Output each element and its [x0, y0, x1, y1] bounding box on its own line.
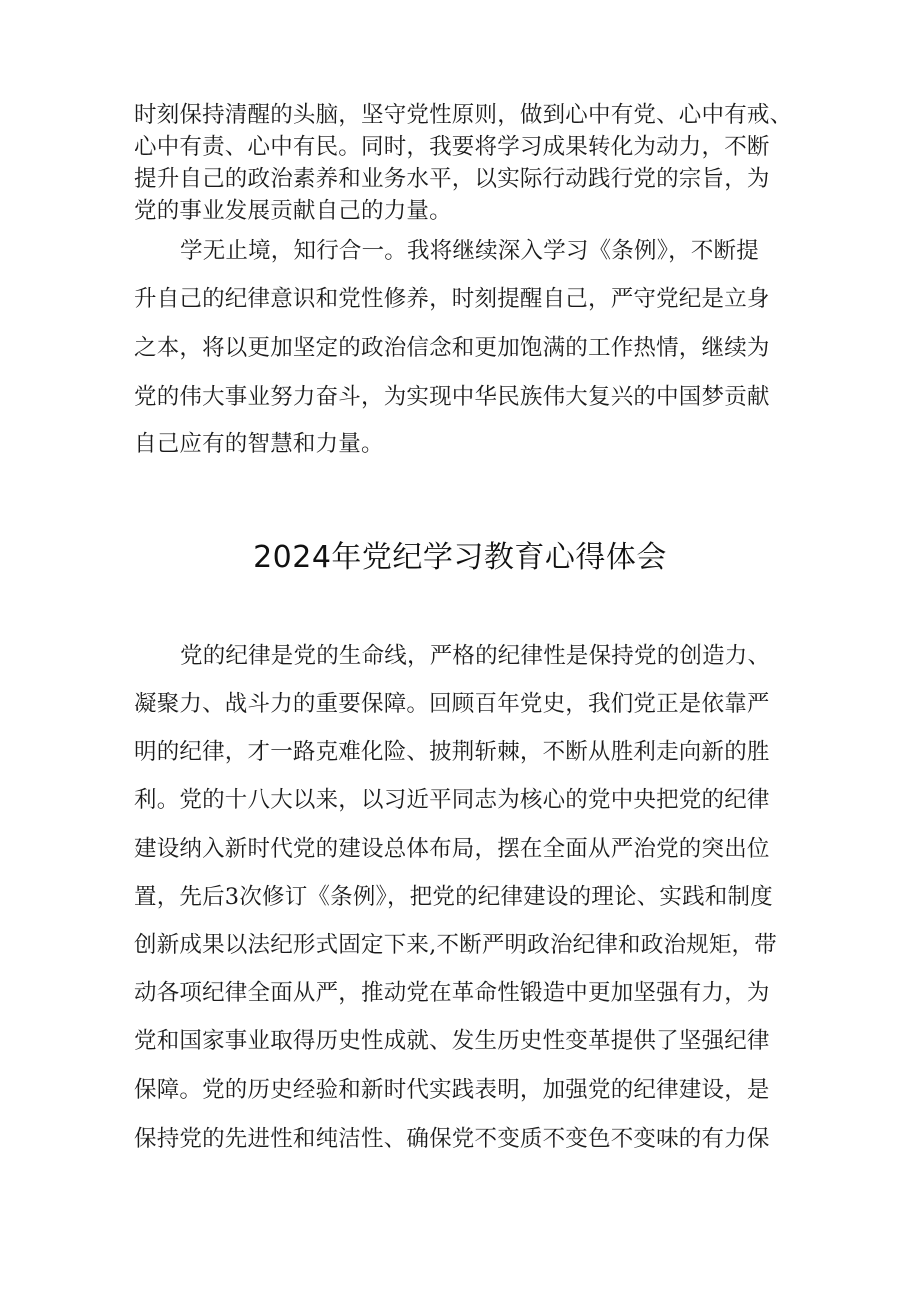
- page-title: 2024年党纪学习教育心得体会: [253, 540, 667, 575]
- text-line: 党的事业发展贡献自己的力量。: [134, 198, 452, 224]
- text-line: 保持党的先进性和纯洁性、确保党不变质不变色不变味的有力保: [134, 1126, 770, 1152]
- text-line: 党和国家事业取得历史性成就、发生历史性变革提供了坚强纪律: [134, 1028, 770, 1054]
- text-line: 升自己的纪律意识和党性修养，时刻提醒自己，严守党纪是立身: [134, 286, 770, 312]
- text-line: 党的伟大事业努力奋斗，为实现中华民族伟大复兴的中国梦贡献: [134, 384, 770, 410]
- text-line: 之本，将以更加坚定的政治信念和更加饱满的工作热情，继续为: [134, 335, 770, 361]
- text-line: 保障。党的历史经验和新时代实践表明，加强党的纪律建设，是: [134, 1077, 770, 1103]
- text-line: 利。党的十八大以来，以习近平同志为核心的党中央把党的纪律: [134, 787, 770, 813]
- text-line: 提升自己的政治素养和业务水平，以实际行动践行党的宗旨，为: [134, 166, 770, 192]
- text-line: 建设纳入新时代党的建设总体布局，摆在全面从严治党的突出位: [134, 836, 770, 862]
- text-line: 时刻保持清醒的头脑，坚守党性原则，做到心中有党、心中有戒、: [134, 102, 793, 128]
- text-line: 心中有责、心中有民。同时，我要将学习成果转化为动力，不断: [134, 134, 770, 160]
- text-line: 置，先后3次修订《条例》，把党的纪律建设的理论、实践和制度: [134, 884, 773, 910]
- text-line: 动各项纪律全面从严，推动党在革命性锻造中更加坚强有力，为: [134, 980, 770, 1006]
- text-line: 党的纪律是党的生命线，严格的纪律性是保持党的创造力、: [180, 643, 771, 669]
- text-line: 学无止境，知行合一。我将继续深入学习《条例》，不断提: [180, 238, 759, 264]
- text-line: 明的纪律，才一路克难化险、披荆斩棘，不断从胜利走向新的胜: [134, 739, 770, 765]
- text-line: 自己应有的智慧和力量。: [134, 431, 384, 457]
- text-line: 创新成果以法纪形式固定下来,不断严明政治纪律和政治规矩，带: [134, 932, 777, 958]
- text-line: 凝聚力、战斗力的重要保障。回顾百年党史，我们党正是依靠严: [134, 691, 770, 717]
